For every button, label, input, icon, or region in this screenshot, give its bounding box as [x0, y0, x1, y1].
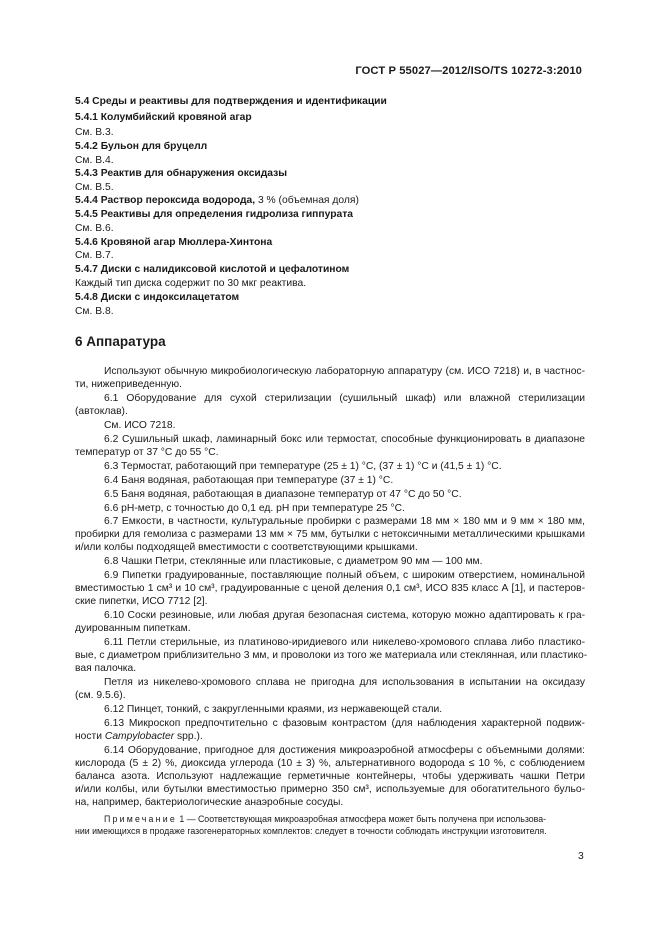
clause-5-4-3-text: См. В.5.	[75, 182, 114, 193]
clause-6-13-pre: ности	[75, 731, 105, 742]
clause-6-9-line-2: вместимостью 1 см³ и 10 см³, градуированные с ценой деления 0,1 см³, ИСО 835 класс А [1], и пастеров-	[75, 583, 585, 594]
clause-6-8: 6.8 Чашки Петри, стеклянные или пластиковые, с диаметром 90 мм — 100 мм.	[104, 556, 483, 567]
clause-5-4-1-title: 5.4.1 Колумбийский кровяной агар	[75, 112, 252, 123]
clause-6-2-line-1: 6.2 Сушильный шкаф, ламинарный бокс или термостат, способные функционировать в диапазоне	[104, 434, 585, 445]
clause-6-2-line-2: температур от 37 °С до 55 °С.	[75, 447, 219, 458]
clause-5-4-8-text: См. В.8.	[75, 306, 114, 317]
clause-6-12: 6.12 Пинцет, тонкий, с закругленными краями, из нержавеющей стали.	[104, 704, 443, 715]
clause-6-7-line-3: и/или колбы подходящей вместимости с соответствующими крышками.	[75, 542, 418, 553]
clause-6-10-line-2: дуированным пипеткам.	[75, 623, 191, 634]
clause-5-4-7-title: 5.4.7 Диски с налидиксовой кислотой и цефалотином	[75, 264, 350, 275]
clause-6-9-line-3: ские пипетки, ИСО 7712 [2].	[75, 596, 208, 607]
section-6-title: 6 Аппаратура	[75, 334, 166, 349]
intro-line-1: Используют обычную микробиологическую лабораторную аппаратуру (см. ИСО 7218) и, в частнос-	[104, 366, 585, 377]
clause-5-4-5-title: 5.4.5 Реактивы для определения гидролиза гиппурата	[75, 209, 353, 220]
note-line-1-text: 1 — Соответствующая микроаэробная атмосфера может быть получена при использова-	[176, 814, 547, 824]
subsection-5-4-title: 5.4 Среды и реактивы для подтверждения и идентификации	[75, 96, 387, 107]
clause-6-11-note-line-2: (см. 9.5.6).	[75, 690, 126, 701]
note-label: Примечание	[104, 814, 177, 824]
clause-6-14-line-1: 6.14 Оборудование, пригодное для достижения микроаэробной атмосферы с объемными долями:	[104, 745, 585, 756]
clause-6-3: 6.3 Термостат, работающий при температуре (25 ± 1) °С, (37 ± 1) °С и (41,5 ± 1) °С.	[104, 461, 502, 472]
clause-6-11-line-2: вые, с диаметром приблизительно 3 мм, и проволоки из того же материала или стеклянная, или пластико-	[75, 650, 588, 661]
clause-5-4-1-text: См. В.3.	[75, 127, 114, 138]
clause-6-1-line-2: (автоклав).	[75, 406, 128, 417]
clause-6-7-line-1: 6.7 Емкости, в частности, культуральные пробирки с размерами 18 мм × 180 мм и 9 мм × 180 мм,	[104, 516, 585, 527]
clause-6-14-line-2: кислорода (5 ± 2) %, диоксида углерода (10 ± 3) %, альтернативного водорода ≤ 10 %, с соблюдением	[75, 758, 585, 769]
clause-6-9-line-1: 6.9 Пипетки градуированные, поставляющие полный объем, с широким отверстием, номинальной	[104, 570, 585, 581]
clause-6-11-note-line-1: Петля из никелево-хромового сплава не пригодна для использования в испытании на оксидазу	[104, 677, 585, 688]
clause-6-11-line-1: 6.11 Петли стерильные, из платиново-иридиевого или никелево-хромового сплава либо пластико-	[104, 637, 585, 648]
intro-line-2: ти, нижеприведенную.	[75, 379, 182, 390]
page-number: 3	[578, 851, 584, 862]
clause-6-13-post: spp.).	[174, 731, 203, 742]
clause-6-4: 6.4 Баня водяная, работающая при температуре (37 ± 1) °С.	[104, 475, 394, 486]
note-line-2: нии имеющихся в продаже газогенераторных комплектов: следует в точности соблюдать инструкции изготовителя.	[75, 826, 547, 836]
clause-6-13-line-1: 6.13 Микроскоп предпочтительно с фазовым контрастом (для наблюдения характерной подвиж-	[104, 718, 585, 729]
clause-5-4-2-title: 5.4.2 Бульон для бруцелл	[75, 141, 208, 152]
clause-6-14-line-3: баланса азота. Используют надлежащие герметичные контейнеры, чтобы удерживать чашки Петри	[75, 771, 585, 782]
clause-6-13-genus: Campylobacter	[104, 731, 175, 742]
clause-5-4-3-title: 5.4.3 Реактив для обнаружения оксидазы	[75, 168, 288, 179]
clause-6-1-line-1: 6.1 Оборудование для сухой стерилизации (сушильный шкаф) или влажной стерилизации	[104, 393, 585, 404]
clause-6-13-line-2	[75, 730, 585, 743]
clause-5-4-8-title: 5.4.8 Диски с индоксилацетатом	[75, 292, 240, 303]
clause-5-4-4-bold: 5.4.4 Раствор пероксида водорода,	[75, 195, 256, 206]
clause-5-4-6-text: См. В.7.	[75, 250, 114, 261]
clause-6-10-line-1: 6.10 Соски резиновые, или любая другая безопасная система, которую можно адаптировать к гра-	[104, 610, 585, 621]
clause-6-11-line-3: вая палочка.	[75, 663, 137, 674]
clause-6-5: 6.5 Баня водяная, работающая в диапазоне температур от 47 °С до 50 °С.	[104, 489, 462, 500]
document-header: ГОСТ Р 55027—2012/ISO/TS 10272-3:2010	[355, 65, 582, 77]
clause-6-14-line-4: и/или колбы, или бутылки вместимостью примерно 350 см³, используемые для обогатительного бульо-	[75, 784, 585, 795]
clause-6-1-ref: См. ИСО 7218.	[104, 420, 176, 431]
clause-5-4-4-title	[75, 194, 585, 207]
clause-5-4-4-plain: 3 % (объемная доля)	[255, 195, 359, 206]
clause-5-4-5-text: См. В.6.	[75, 223, 114, 234]
clause-6-6: 6.6 рН-метр, с точностью до 0,1 ед. рН при температуре 25 °С.	[104, 503, 405, 514]
clause-5-4-6-title: 5.4.6 Кровяной агар Мюллера-Хинтона	[75, 237, 273, 248]
clause-5-4-7-text: Каждый тип диска содержит по 30 мкг реактива.	[75, 278, 307, 289]
clause-5-4-2-text: См. В.4.	[75, 155, 114, 166]
clause-6-14-line-5: на, например, бактериологические анаэробные сосуды.	[75, 797, 344, 808]
clause-6-7-line-2: пробирки для гемолиза с размерами 13 мм × 75 мм, бутылки с нетоксичными металлическими крышками	[75, 529, 585, 540]
note-line-1	[104, 813, 585, 825]
